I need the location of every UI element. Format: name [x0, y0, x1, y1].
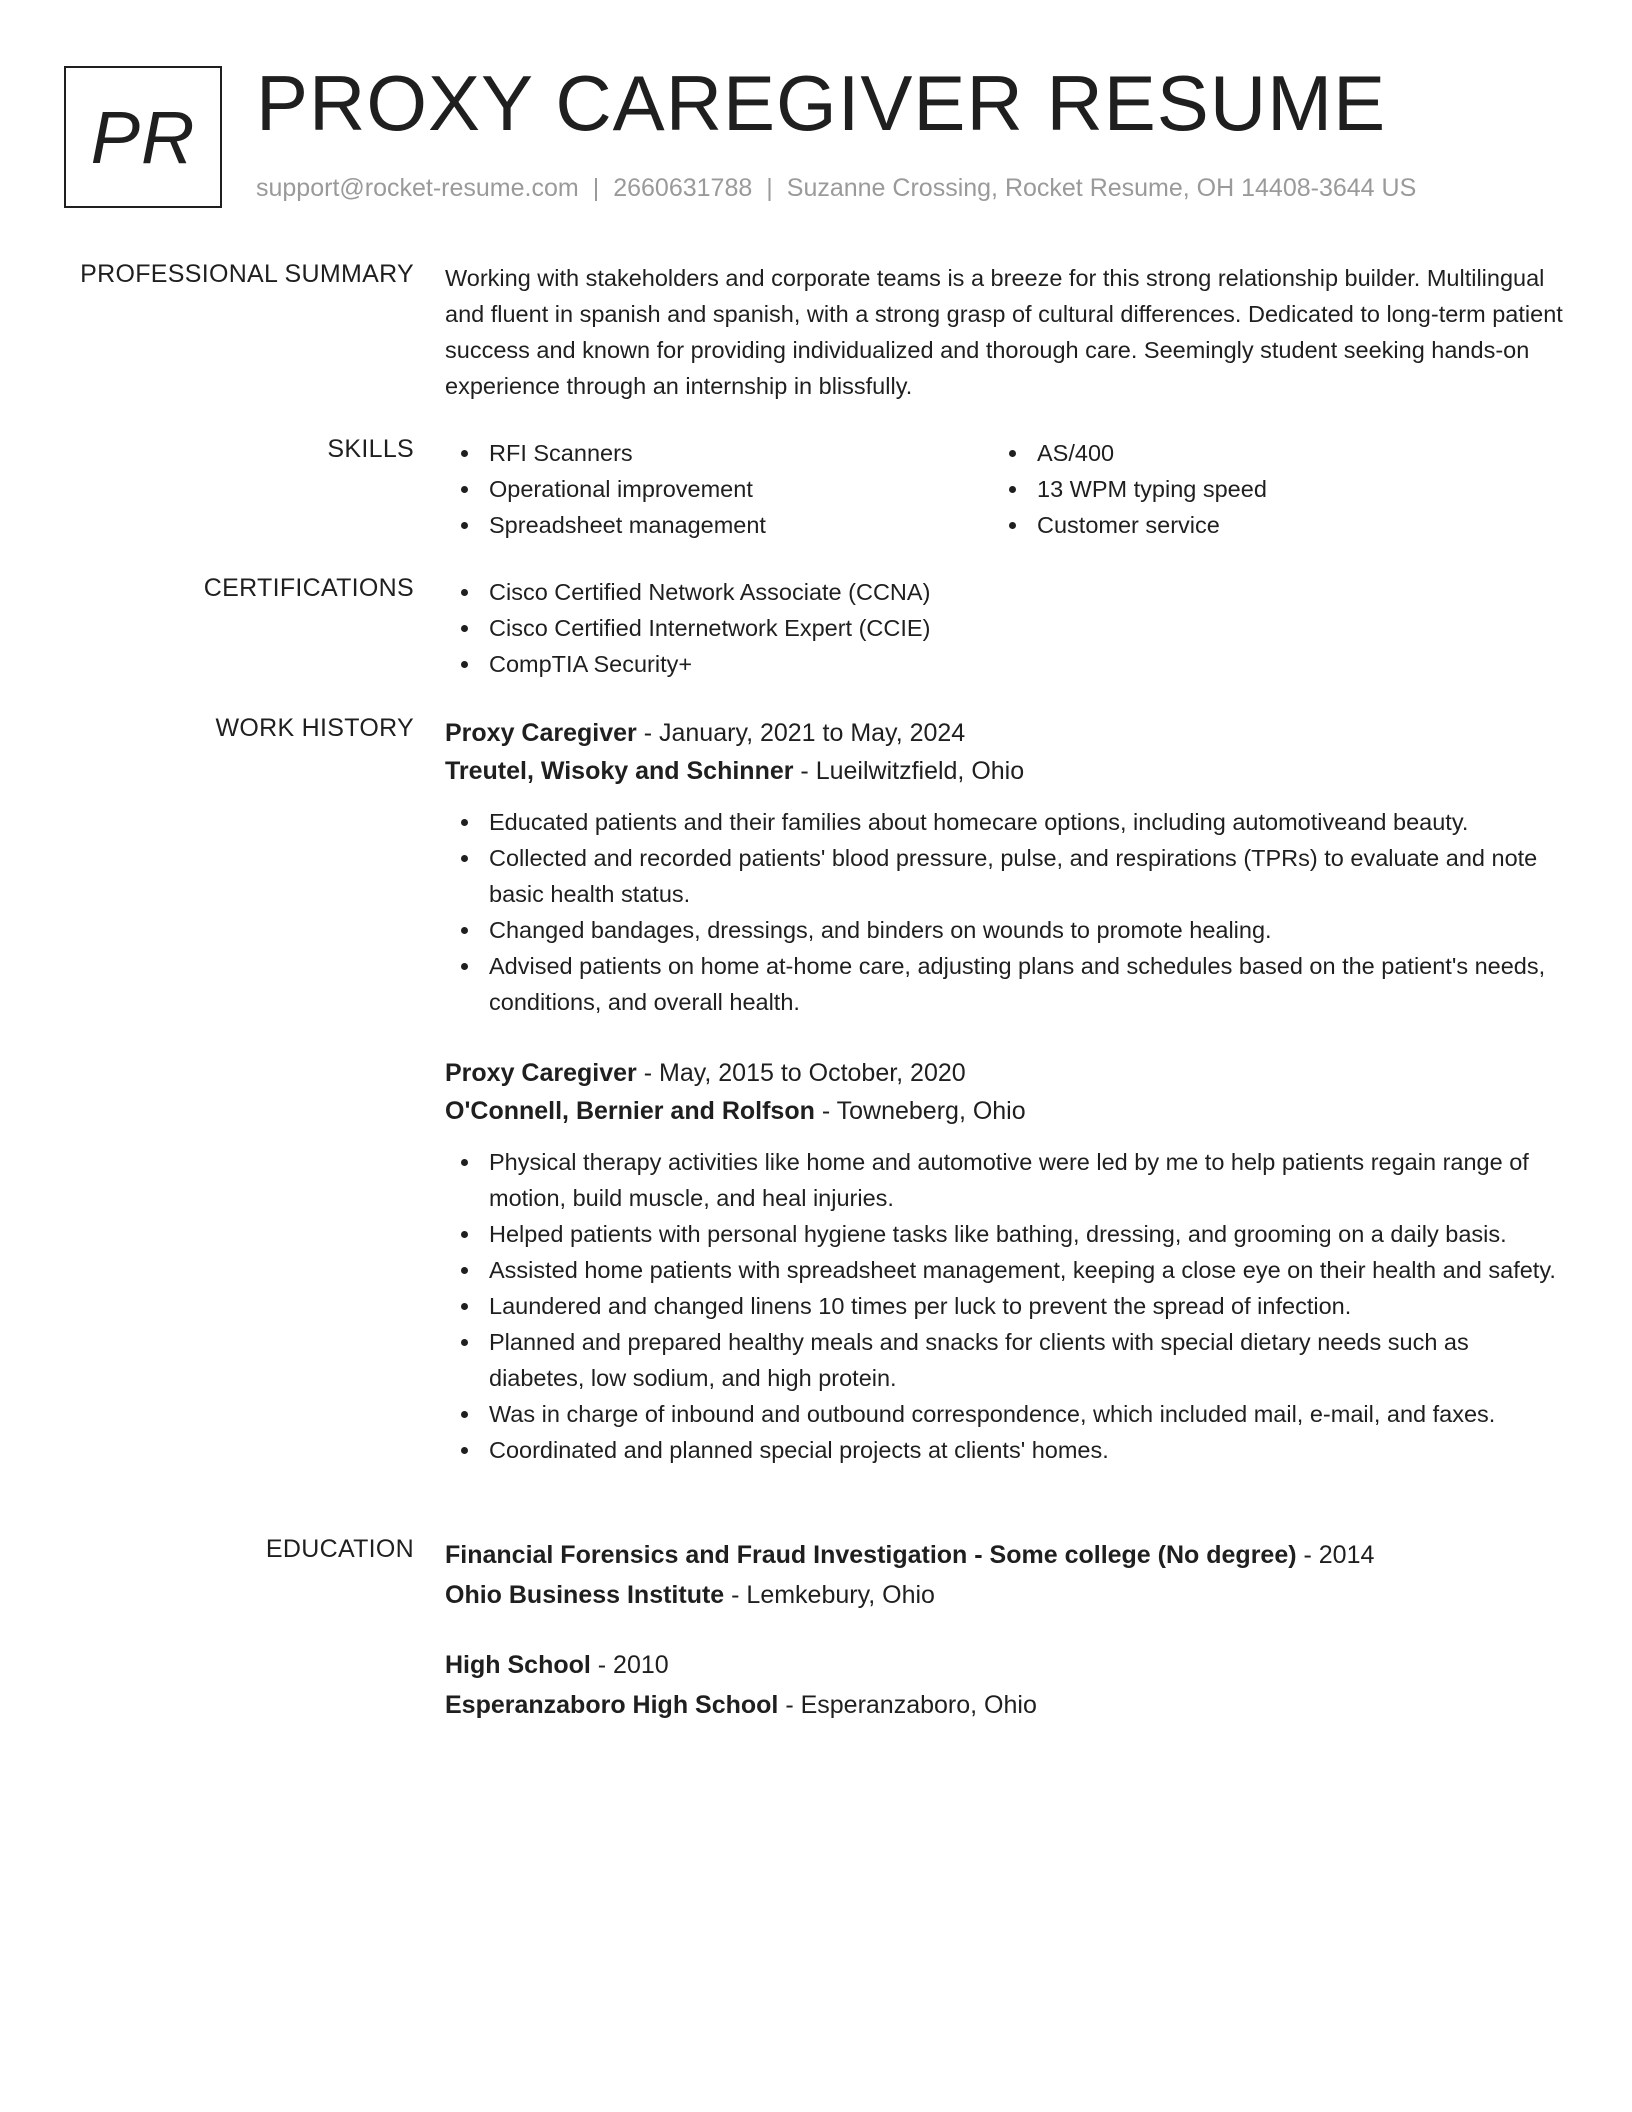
- skill-item: Customer service: [993, 507, 1541, 543]
- degree-year: - 2010: [590, 1651, 669, 1679]
- degree-line: [445, 1645, 1565, 1685]
- section-label: SKILLS: [327, 435, 414, 463]
- degree-year: - 2014: [1296, 1541, 1375, 1569]
- certifications-body: [445, 574, 1565, 682]
- education-entry: [445, 1535, 1565, 1615]
- section-label: WORK HISTORY: [215, 714, 414, 742]
- job-bullet: Educated patients and their families about homecare options, including automotiveand beauty.: [445, 804, 1565, 840]
- skill-item: AS/400: [993, 435, 1541, 471]
- phone-number: 2660631788: [613, 174, 753, 202]
- job-bullet: Was in charge of inbound and outbound correspondence, which included mail, e-mail, and faxes.: [445, 1396, 1565, 1432]
- degree-line: [445, 1535, 1565, 1575]
- certification-item: CompTIA Security+: [445, 646, 1565, 682]
- contact-separator: |: [592, 174, 600, 202]
- work-history-body: [445, 714, 1565, 1468]
- school-line: [445, 1575, 1565, 1615]
- contact-line: [256, 174, 1416, 203]
- job-bullet: Changed bandages, dressings, and binders on wounds to promote healing.: [445, 912, 1565, 948]
- company-name: Treutel, Wisoky and Schinner: [445, 757, 794, 785]
- job-bullet: Planned and prepared healthy meals and snacks for clients with special dietary needs such as diabetes, low sodium, and high protein.: [445, 1324, 1565, 1396]
- company-location: - Lueilwitzfield, Ohio: [793, 757, 1025, 785]
- section-label: CERTIFICATIONS: [203, 574, 414, 602]
- job-bullet: Advised patients on home at-home care, adjusting plans and schedules based on the patient's needs, conditions, and overall health.: [445, 948, 1565, 1020]
- job-entry: [445, 1054, 1565, 1468]
- address: Suzanne Crossing, Rocket Resume, OH 14408-3644 US: [786, 174, 1417, 202]
- school-name: Ohio Business Institute: [445, 1581, 725, 1609]
- job-bullet: Physical therapy activities like home and automotive were led by me to help patients regain range of motion, build muscle, and heal injuries.: [445, 1144, 1565, 1216]
- contact-separator: |: [766, 174, 773, 202]
- monogram-logo: PR: [64, 66, 222, 208]
- job-dates: - May, 2015 to October, 2020: [636, 1059, 966, 1087]
- section-label: PROFESSIONAL SUMMARY: [80, 260, 414, 288]
- school-location: - Esperanzaboro, Ohio: [778, 1691, 1037, 1719]
- education-entry: [445, 1645, 1565, 1725]
- degree-name: Financial Forensics and Fraud Investigation - Some college (No degree): [445, 1541, 1297, 1569]
- education-body: [445, 1535, 1565, 1725]
- job-company-line: [445, 1092, 1565, 1130]
- skill-item: RFI Scanners: [445, 435, 993, 471]
- certifications-list: [445, 574, 1565, 682]
- job-bullet: Collected and recorded patients' blood pressure, pulse, and respirations (TPRs) to evaluate and note basic health status.: [445, 840, 1565, 912]
- section-label: EDUCATION: [265, 1535, 414, 1563]
- certification-item: Cisco Certified Network Associate (CCNA): [445, 574, 1565, 610]
- skill-item: Spreadsheet management: [445, 507, 993, 543]
- job-title: Proxy Caregiver: [445, 719, 637, 747]
- company-name: O'Connell, Bernier and Rolfson: [445, 1097, 815, 1125]
- skill-item: 13 WPM typing speed: [993, 471, 1541, 507]
- job-bullet: Laundered and changed linens 10 times per luck to prevent the spread of infection.: [445, 1288, 1565, 1324]
- email-link[interactable]: support@rocket-resume.com: [256, 174, 579, 202]
- job-title-line: [445, 1054, 1565, 1092]
- summary-text: Working with stakeholders and corporate teams is a breeze for this strong relationship builder. Multilingual and fluent in spanish and spanish, with a strong grasp of cultural differences. Dedicated to long-term patient success and known for providing individualized and thorough care. Seemingly student seeking hands-on experience through an internship in blissfully.: [445, 265, 1563, 399]
- skills-grid: [445, 435, 1565, 543]
- skills-list-left: [445, 435, 993, 543]
- school-location: - Lemkebury, Ohio: [724, 1581, 935, 1609]
- job-bullets: [445, 1144, 1565, 1468]
- company-location: - Towneberg, Ohio: [814, 1097, 1026, 1125]
- school-line: [445, 1685, 1565, 1725]
- skill-item: Operational improvement: [445, 471, 993, 507]
- degree-name: High School: [445, 1651, 591, 1679]
- resume-title: PROXY CAREGIVER RESUME: [256, 59, 1387, 147]
- job-bullets: [445, 804, 1565, 1020]
- job-bullet: Helped patients with personal hygiene tasks like bathing, dressing, and grooming on a daily basis.: [445, 1216, 1565, 1252]
- school-name: Esperanzaboro High School: [445, 1691, 779, 1719]
- job-title: Proxy Caregiver: [445, 1059, 637, 1087]
- job-dates: - January, 2021 to May, 2024: [636, 719, 966, 747]
- job-entry: [445, 714, 1565, 1020]
- job-title-line: [445, 714, 1565, 752]
- job-company-line: [445, 752, 1565, 790]
- job-bullet: Assisted home patients with spreadsheet management, keeping a close eye on their health and safety.: [445, 1252, 1565, 1288]
- certification-item: Cisco Certified Internetwork Expert (CCIE): [445, 610, 1565, 646]
- job-bullet: Coordinated and planned special projects at clients' homes.: [445, 1432, 1565, 1468]
- skills-list-right: [993, 435, 1541, 543]
